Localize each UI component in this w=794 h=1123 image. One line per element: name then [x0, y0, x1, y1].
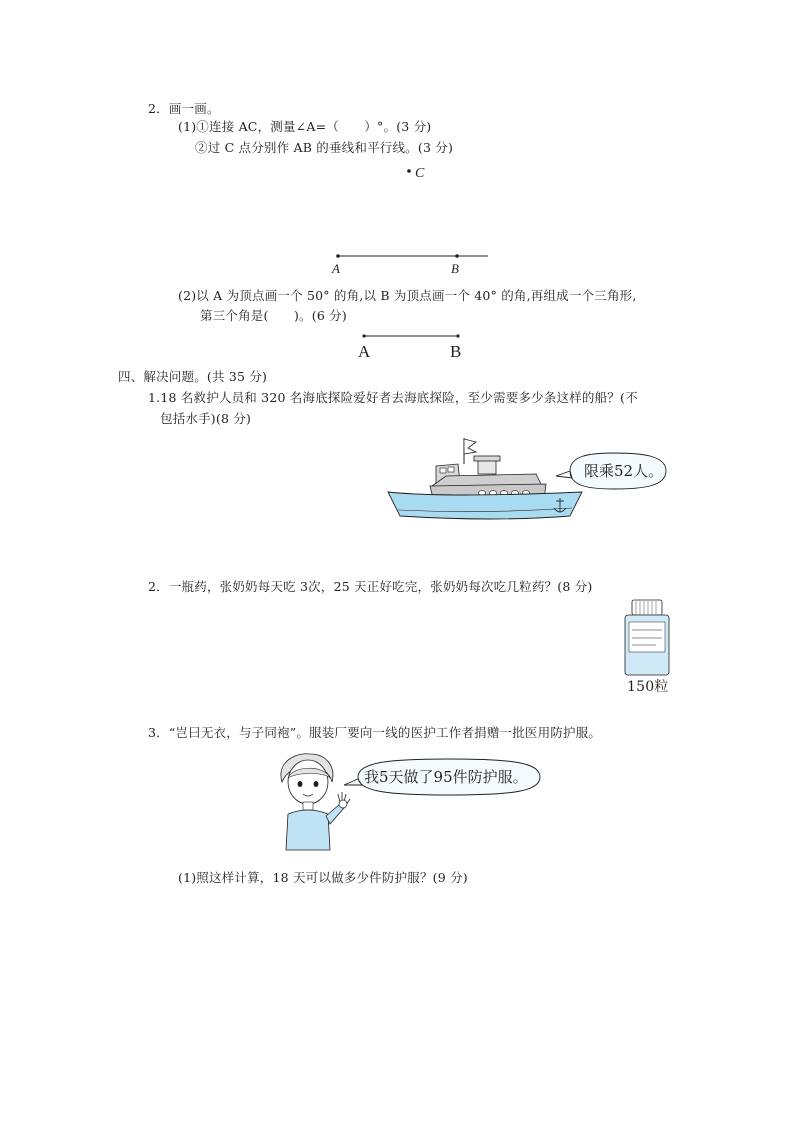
segment-ab-figure — [320, 246, 500, 278]
q3-text: 3．“岂曰无衣，与子同袍”。服装厂要向一线的医护工作者捐赠一批医用防护服。 — [148, 725, 602, 740]
q2-part2-line2: 第三个角是( )。(6 分) — [200, 308, 347, 323]
point-c-dot — [407, 169, 411, 173]
speech-bubble — [340, 757, 550, 799]
bottle-label: 150粒 — [627, 679, 669, 695]
point-b-label: B — [451, 261, 459, 276]
speech-bubble — [548, 450, 678, 492]
ship-bubble-text: 限乘52人。 — [584, 462, 664, 480]
q2-text: 2．一瓶药，张奶奶每天吃 3次，25 天正好吃完，张奶奶每次吃几粒药？(8 分) — [148, 579, 593, 594]
point-b2-dot — [456, 334, 459, 337]
q2-heading: 2．画一画。 — [148, 101, 220, 116]
q2-part1-line1: (1)①连接 AC，测量∠A=（ ）°。(3 分) — [178, 119, 432, 134]
q3-part1-text: (1)照这样计算，18 天可以做多少件防护服？(9 分) — [178, 870, 468, 885]
segment-ab2-figure — [350, 328, 480, 362]
q1-line1: 1.18 名救护人员和 320 名海底探险爱好者去海底探险，至少需要多少条这样的船？(不 — [148, 390, 638, 405]
point-c-label: C — [415, 166, 425, 181]
point-a2-label: A — [358, 342, 371, 361]
point-a-label: A — [332, 261, 340, 276]
q2-part1-line2: ②过 C 点分别作 AB 的垂线和平行线。(3 分) — [195, 140, 454, 155]
point-c-figure — [400, 160, 460, 184]
q1-line2: 包括水手)(8 分) — [160, 411, 252, 426]
point-b-dot — [455, 254, 459, 258]
point-a2-dot — [362, 334, 365, 337]
worker-bubble-text: 我5天做了95件防护服。 — [364, 768, 528, 786]
point-a-dot — [336, 254, 340, 258]
medicine-bottle-illustration — [620, 598, 676, 678]
section4-heading: 四、解决问题。(共 35 分) — [118, 369, 268, 384]
q2-part2-line1: (2)以 A 为顶点画一个 50° 的角,以 B 为顶点画一个 40° 的角,再组成一个三角形, — [178, 288, 637, 303]
point-b2-label: B — [450, 342, 462, 361]
